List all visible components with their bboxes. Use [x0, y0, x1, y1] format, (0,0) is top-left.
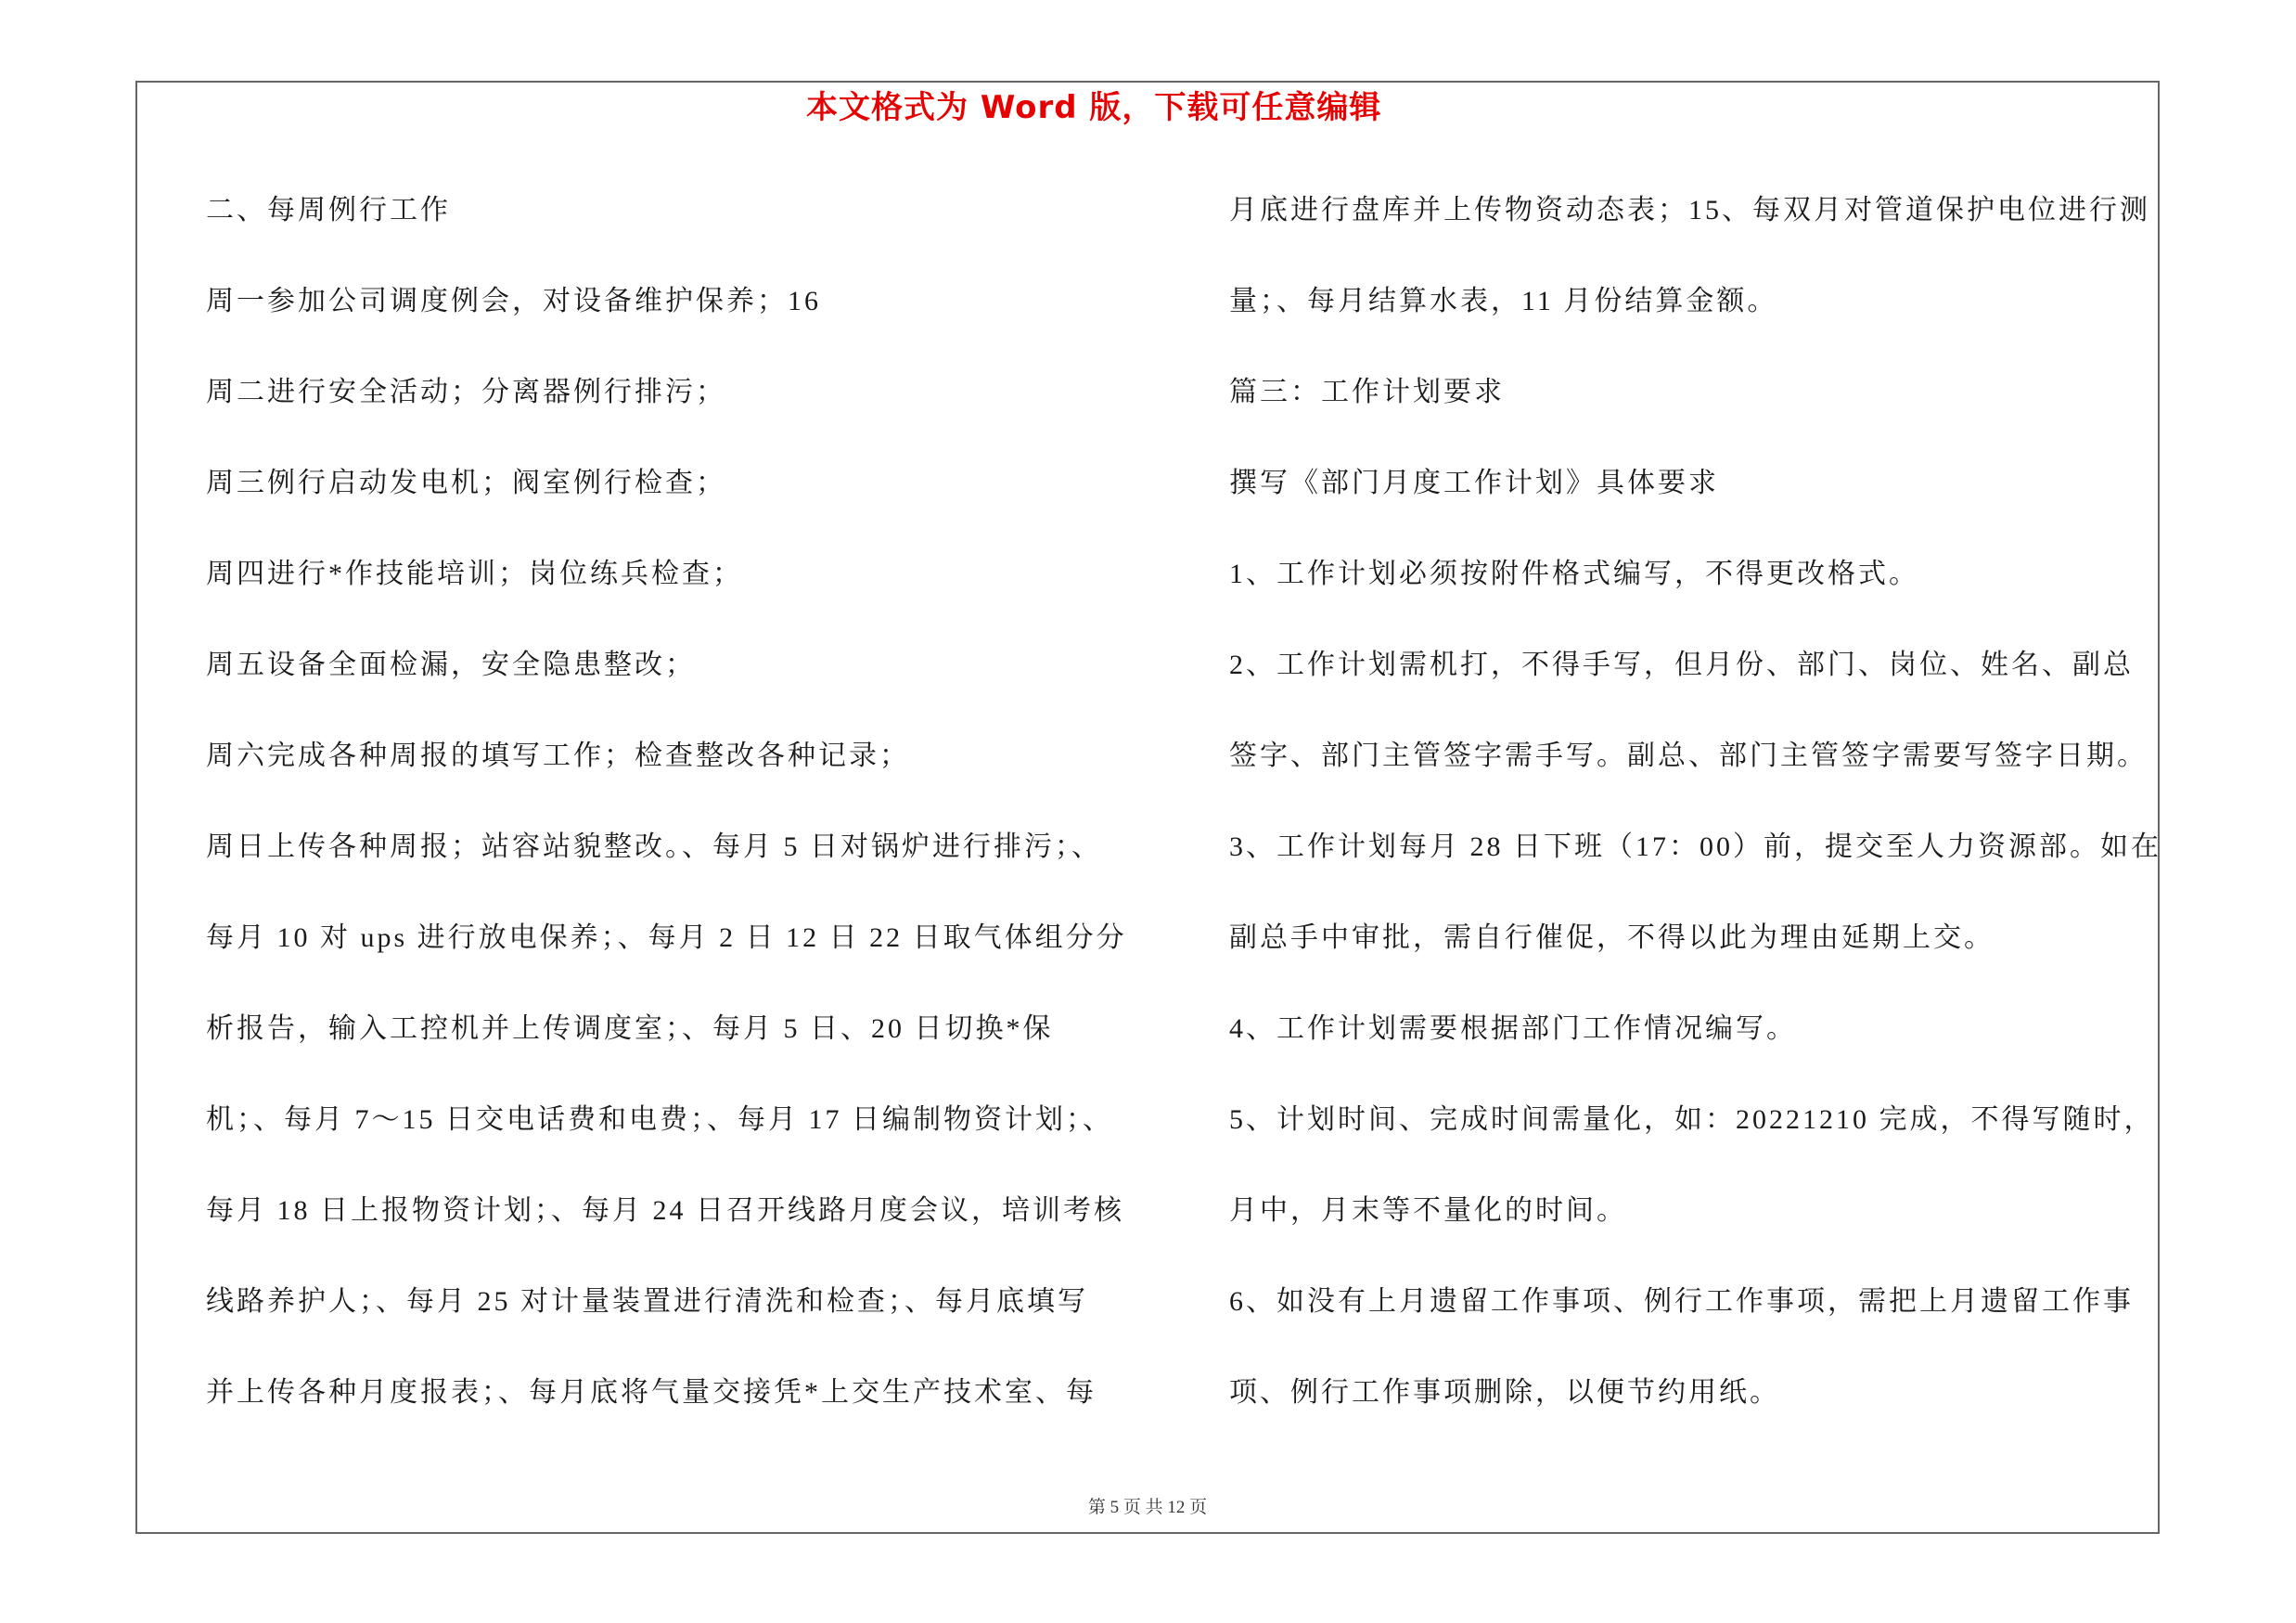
- text-line: 量；、每月结算水表，11 月份结算金额。: [1229, 286, 1778, 316]
- text-line: 周四进行*作技能培训；岗位练兵检查；: [206, 559, 743, 589]
- page-number: 第 5 页 共 12 页: [1087, 1498, 1208, 1517]
- section-heading: 篇三：工作计划要求: [1229, 377, 1505, 407]
- text-line: 5、计划时间、完成时间需量化，如：20221210 完成，不得写随时，: [1229, 1104, 2155, 1135]
- text-line: 并上传各种月度报表；、每月底将气量交接凭*上交生产技术室、每: [206, 1377, 1097, 1408]
- text-line: 3、工作计划每月 28 日下班（17：00）前，提交至人力资源部。如在: [1229, 831, 2161, 862]
- text-line: 线路养护人；、每月 25 对计量装置进行清洗和检查；、每月底填写: [206, 1286, 1088, 1317]
- text-line: 每月 10 对 ups 进行放电保养；、每月 2 日 12 日 22 日取气体组分分: [206, 922, 1127, 953]
- format-notice: 本文格式为 Word 版，下载可任意编辑: [806, 89, 1382, 126]
- text-line: 1、工作计划必须按附件格式编写，不得更改格式。: [1229, 559, 1919, 589]
- text-line: 周六完成各种周报的填写工作；检查整改各种记录；: [206, 741, 910, 771]
- text-line: 撰写《部门月度工作计划》具体要求: [1229, 468, 1719, 498]
- text-line: 项、例行工作事项删除，以便节约用纸。: [1229, 1377, 1780, 1408]
- text-line: 周日上传各种周报；站容站貌整改。、每月 5 日对锅炉进行排污；、: [206, 831, 1102, 862]
- text-line: 4、工作计划需要根据部门工作情况编写。: [1229, 1013, 1797, 1044]
- text-line: 周一参加公司调度例会，对设备维护保养；16: [206, 286, 821, 316]
- text-line: 周二进行安全活动；分离器例行排污；: [206, 377, 726, 407]
- text-line: 副总手中审批，需自行催促，不得以此为理由延期上交。: [1229, 922, 1995, 953]
- left-column: [206, 165, 1189, 1438]
- text-line: 析报告，输入工控机并上传调度室；、每月 5 日、20 日切换*保: [206, 1013, 1054, 1044]
- text-line: 6、如没有上月遗留工作事项、例行工作事项，需把上月遗留工作事: [1229, 1286, 2134, 1317]
- text-line: 月底进行盘库并上传物资动态表；15、每双月对管道保护电位进行测: [1229, 195, 2150, 225]
- text-line: 签字、部门主管签字需手写。副总、部门主管签字需要写签字日期。: [1229, 741, 2148, 771]
- text-line: 机；、每月 7～15 日交电话费和电费；、每月 17 日编制物资计划；、: [206, 1104, 1113, 1135]
- text-line: 二、每周例行工作: [206, 195, 451, 225]
- text-line: 周五设备全面检漏，安全隐患整改；: [206, 650, 696, 680]
- text-line: 周三例行启动发电机；阀室例行检查；: [206, 468, 726, 498]
- right-column: [1229, 165, 2250, 1438]
- text-line: 2、工作计划需机打，不得手写，但月份、部门、岗位、姓名、副总: [1229, 650, 2134, 680]
- text-line: 每月 18 日上报物资计划；、每月 24 日召开线路月度会议，培训考核: [206, 1195, 1124, 1226]
- text-line: 月中，月末等不量化的时间。: [1229, 1195, 1627, 1226]
